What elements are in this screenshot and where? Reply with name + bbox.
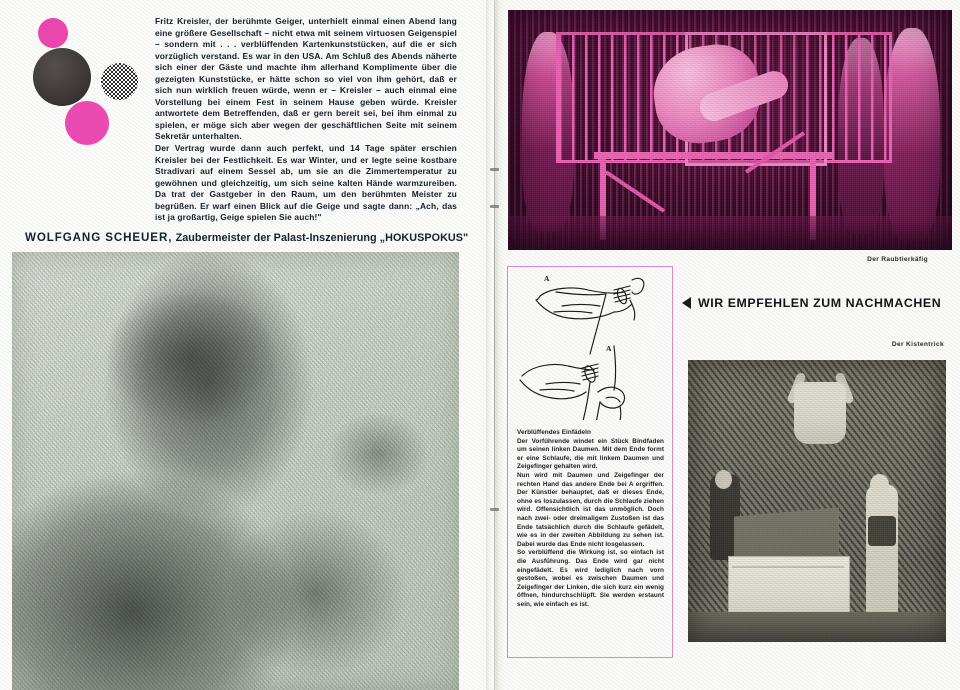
recommend-heading-text: WIR EMPFEHLEN ZUM NACHMACHEN bbox=[698, 296, 942, 310]
cage-photo-caption: Der Raubtierkäfig bbox=[867, 256, 928, 263]
fold-line bbox=[494, 0, 495, 690]
triangle-left-icon bbox=[682, 297, 691, 309]
circle-pink-small-icon bbox=[38, 18, 68, 48]
trick-box bbox=[507, 266, 673, 658]
trick-title: Verblüffendes Einfädeln bbox=[517, 429, 591, 436]
stage-photo bbox=[688, 360, 946, 642]
magician-name: WOLFGANG SCHEUER, bbox=[25, 231, 173, 244]
trick-illustrations bbox=[508, 270, 672, 420]
page-title bbox=[25, 231, 469, 244]
illustration-label-a-1: A bbox=[544, 274, 550, 283]
portrait-edge-shadow bbox=[12, 252, 459, 690]
recommend-heading bbox=[682, 296, 941, 310]
staple-mark-top bbox=[490, 168, 499, 171]
cage-vignette bbox=[508, 10, 952, 250]
illustration-label-a-2: A bbox=[606, 344, 612, 353]
cage-photo bbox=[508, 10, 952, 250]
circle-dark-icon bbox=[33, 48, 91, 106]
trick-paragraph-1: Der Vorführende windet ein Stück Bindfaden um seinen linken Daumen. Mit dem Ende formt er eine Schlaufe, die mit linkem Daumen und Zeigefinger gehalten wird. bbox=[517, 437, 664, 471]
trick-paragraph-2: Nun wird mit Daumen und Zeigefinger der rechten Hand das andere Ende bei A ergriffen. Der Künstler behauptet, daß er dieses Ende, ohne es loszulassen, durch die Schlaufe ziehen wird. Offensichtlich ist das unmöglich. Doch nach zwei- oder dreimaligem Zustoßen ist das Ende tatsächlich durch die Schlaufe gefädelt, wie es in der zweiten Abbildung zu sehen ist. Dabei wurde das Ende nicht losgelassen. bbox=[517, 471, 664, 548]
circle-checkered-icon bbox=[101, 63, 138, 100]
stage-photo-inner bbox=[688, 360, 946, 642]
portrait-photo bbox=[12, 252, 459, 690]
hands-with-string-diagram bbox=[510, 270, 670, 420]
circle-pink-large-icon bbox=[65, 101, 109, 145]
stage-photo-caption: Der Kistentrick bbox=[891, 341, 944, 348]
article-paragraph-2: Der Vertrag wurde dann auch perfekt, und 14 Tage später erschien Kreisler bei der Festlichkeit. Es war Winter, und er legte seine kostbare Stradivari auf einem Sessel ab, um sie an die Zimmertemperatur zu gewöhnen und gleichzeitig, um sich seine kalten Hände warmzureiben. Da trat der Gastgeber in den Raum, um den berühmten Meister zu begrüßen. Er warf einen Blick auf die Geige und sagte dann: „Ach, das ist ja großartig, Geige spielen Sie auch!" bbox=[155, 143, 457, 223]
cage-photo-inner bbox=[508, 10, 952, 250]
staple-mark-bottom bbox=[490, 508, 499, 511]
page-gutter bbox=[486, 0, 504, 690]
staple-mark-middle bbox=[490, 205, 499, 208]
stage-vignette bbox=[688, 360, 946, 642]
article-paragraph-1: Fritz Kreisler, der berühmte Geiger, unterhielt einmal einen Abend lang eine größere Gesellschaft – nicht etwa mit seinem virtuosen Geigenspiel – sondern mit . . . verblüffenden Kartenkunststücken, auf die er sich vorzüglich verstand. Es war in den USA. Am Schluß des Abends näherte sich einer der Gäste und machte ihm allerhand Komplimente über die gezeigten Kunststücke, er hätte schon so viel von ihm gehört, daß er sich nun wirklich freuen würde, wenn er – Kreisler – auch einmal eine Vorstellung bei einem Fest in seinem Hause geben würde. Kreisler antwortete dem Betreffenden, daß er gern bereit sei, bei ihm einmal zu spielen, er möge sich aber wegen der geschäftlichen Seite mit seinem Sekretär unterhalten. bbox=[155, 16, 457, 142]
trick-paragraph-3: So verblüffend die Wirkung ist, so einfach ist die Ausführung. Das Ende wird gar nicht eingefädelt. Es wird lediglich nach vorn gestoßen, wobei es zwischen Daumen und Zeigefinger der Linken, die sich kurz ein wenig öffnen, hindurchschlüpft. Sie werden erstaunt sein, wie einfach es ist. bbox=[517, 549, 664, 608]
magician-subtitle: Zaubermeister der Palast-Inszenierung „HOKUSPOKUS" bbox=[175, 232, 469, 244]
trick-description bbox=[517, 429, 664, 609]
article-text bbox=[155, 16, 460, 224]
